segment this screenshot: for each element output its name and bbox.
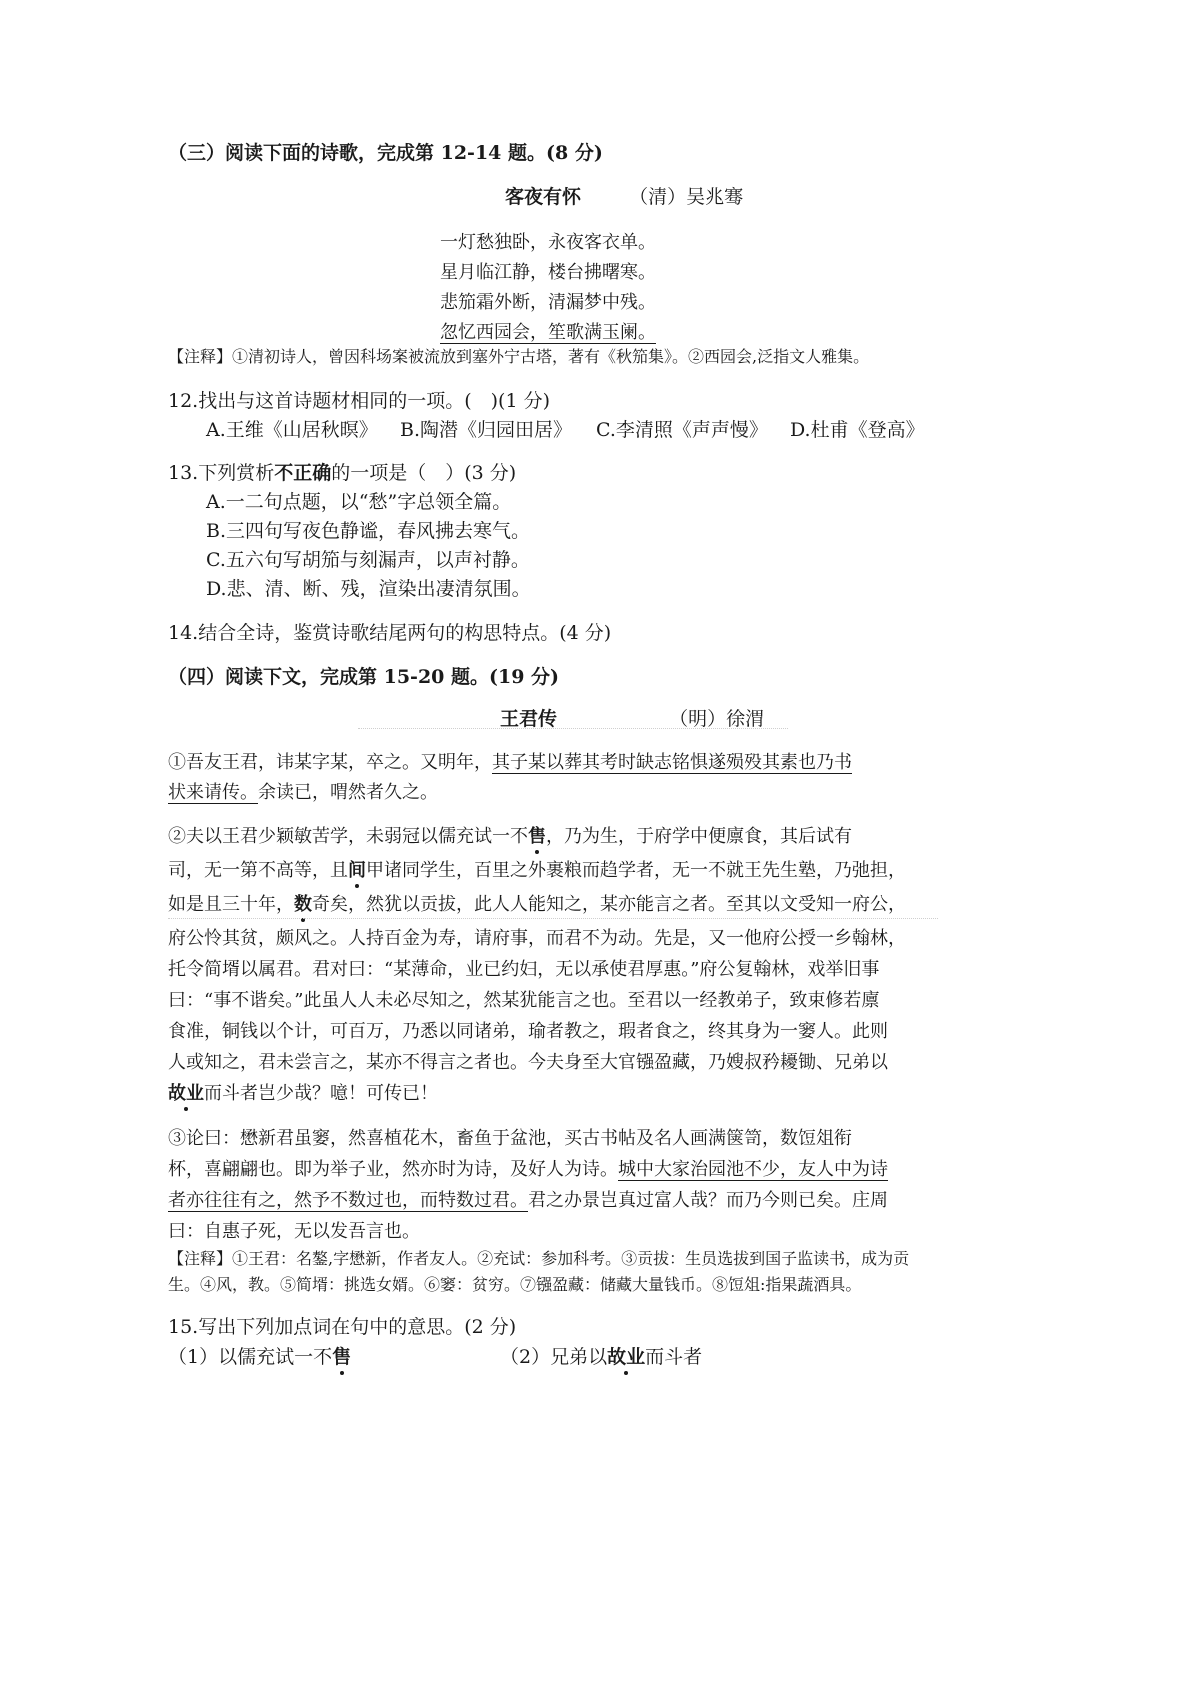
poem-author: （清）吴兆骞 [629, 186, 744, 208]
p1-line-1-underlined: 其子某以葬其考时缺志铭惧遂殒殁其素也乃书 [492, 752, 852, 773]
p2-dotted-word-3: 数 [294, 894, 312, 915]
p3-line-1: ③论曰：懋新君虽窭，然喜植花木，畜鱼于盆池，买古书帖及名人画满箧笥，数饾俎衔 [168, 1128, 852, 1149]
p3-line-2-a: 杯，喜翩翩也。即为举子业，然亦时为诗，及好人为诗。 [168, 1159, 618, 1180]
p2-line-2 [168, 856, 906, 882]
section4-header: （四）阅读下文，完成第 15-20 题。(19 分) [168, 666, 560, 688]
poem-note: 【注释】①清初诗人，曾因科场案被流放到塞外宁古塔，著有《秋笳集》。②西园会,泛指文人雅集。 [168, 347, 870, 366]
p2-line-9-b: 而斗者岂少哉？噫！可传已！ [204, 1083, 438, 1104]
q13-stem-pre: 13.下列赏析 [168, 462, 275, 484]
q12-option-c: C.李清照《声声慢》 [596, 419, 768, 441]
q12-option-a: A.王维《山居秋暝》 [206, 419, 378, 441]
q15-item-2-text: （2）兄弟以 [500, 1346, 608, 1368]
q13-stem-bold: 不正确 [274, 462, 332, 484]
q12-option-d: D.杜甫《登高》 [790, 419, 925, 441]
p2-line-1-b: ，乃为生，于府学中便廪食，其后试有 [546, 826, 852, 847]
q12-option-b: B.陶潜《归园田居》 [400, 419, 573, 441]
p3-line-3-b: 君之办景岂真过富人哉？而乃今则已矣。庄周 [528, 1190, 888, 1211]
poem-title: 客夜有怀 [505, 186, 582, 208]
p2-dotted-word-4: 故业 [168, 1083, 204, 1104]
p1-line-2-b: 余读已，喟然者久之。 [258, 782, 438, 803]
p1-line-2 [168, 778, 438, 804]
p3-line-2-underlined: 城中大家治园池不少，友人中为诗 [618, 1159, 888, 1180]
prose-title: 王君传 [500, 708, 558, 730]
p1-line-1 [168, 748, 852, 774]
p2-dotted-rule [168, 918, 938, 919]
prose-note-line-1: 【注释】①王君：名鏊,字懋新，作者友人。②充试：参加科考。③贡拔：生员选拔到国子监读书，成为贡 [168, 1249, 910, 1268]
p2-dotted-word-1: 售 [528, 826, 546, 847]
p1-line-1-a: ①吾友王君，讳某字某，卒之。又明年， [168, 752, 492, 773]
prose-title-line [500, 704, 764, 731]
q15-item-1-dotted: 售 [332, 1346, 352, 1368]
p3-line-4: 曰：自惠子死，无以发吾言也。 [168, 1221, 420, 1242]
p3-line-3-underlined: 者亦往往有之，然予不数过也，而特数过君。 [168, 1190, 528, 1211]
q15-stem: 15.写出下列加点词在句中的意思。(2 分) [168, 1316, 517, 1338]
q13-stem-post: 的一项是（ ）(3 分) [331, 462, 517, 484]
p2-line-5: 托令简壻以属君。君对曰：“某薄命，业已约妇，无以承使君厚惠。”府公复翰林，戏举旧事 [168, 959, 880, 980]
p2-line-3-a: 如是且三十年， [168, 894, 294, 915]
prose-note-line-2: 生。④风，教。⑤简壻：挑选女婿。⑥窭：贫穷。⑦镪盈藏：储藏大量钱币。⑧饾俎:指果蔬酒具。 [168, 1275, 862, 1294]
q14-stem: 14.结合全诗，鉴赏诗歌结尾两句的构思特点。(4 分) [168, 622, 612, 644]
q13-option-d: D.悲、清、断、残，渲染出凄清氛围。 [206, 578, 531, 600]
p1-line-2-underlined: 状来请传。 [168, 782, 258, 803]
q13-option-a: A.一二句点题，以“愁”字总领全篇。 [206, 491, 512, 513]
q15-item-2-dotted: 故业 [607, 1346, 646, 1368]
p2-line-3 [168, 890, 906, 916]
p2-line-1-a: ②夫以王君少颖敏苦学，未弱冠以儒充试一不 [168, 826, 528, 847]
p2-dotted-word-2: 间 [348, 860, 366, 881]
poem-title-line [505, 182, 743, 209]
prose-author: （明）徐渭 [669, 708, 765, 730]
poem-line-3: 悲笳霜外断，清漏梦中残。 [440, 292, 656, 313]
q13-option-b: B.三四句写夜色静谧，春风拂去寒气。 [206, 520, 531, 542]
p2-line-1 [168, 822, 852, 848]
q15-item-1-text: （1）以儒充试一不 [168, 1346, 333, 1368]
title-dotted-rule [358, 728, 788, 729]
p2-line-8: 人或知之，君未尝言之，某亦不得言之者也。今夫身至大官镪盈藏，乃嫂叔矜耰锄、兄弟以 [168, 1052, 888, 1073]
p2-line-3-b: 奇矣，然犹以贡拔，此人人能知之，某亦能言之者。至其以文受知一府公， [312, 894, 906, 915]
p3-line-2 [168, 1155, 888, 1181]
p2-line-6: 曰：“事不谐矣。”此虽人人未必尽知之，然某犹能言之也。至君以一经教弟子，致束修若廪 [168, 990, 880, 1011]
p2-line-2-a: 司，无一第不高等，且 [168, 860, 348, 881]
q12-stem: 12.找出与这首诗题材相同的一项。( )(1 分) [168, 390, 550, 412]
q13-option-c: C.五六句写胡笳与刻漏声，以声衬静。 [206, 549, 530, 571]
p2-line-4: 府公怜其贫，颇风之。人持百金为寿，请府事，而君不为动。先是，又一他府公授一乡翰林， [168, 928, 906, 949]
p2-line-7: 食准，铜钱以个计，可百万，乃悉以同诸弟，瑜者教之，瑕者食之，终其身为一窭人。此则 [168, 1021, 888, 1042]
p3-line-3 [168, 1186, 888, 1212]
q13-stem [168, 458, 516, 485]
poem-line-1: 一灯愁独卧，永夜客衣单。 [440, 232, 656, 253]
q15-item-1 [168, 1342, 351, 1369]
poem-line-2: 星月临江静，楼台拂曙寒。 [440, 262, 656, 283]
p2-line-9 [168, 1079, 438, 1105]
p2-line-2-b: 甲诸同学生，百里之外裹粮而趋学者，无一不就王先生塾，乃弛担， [366, 860, 906, 881]
q15-item-2 [500, 1342, 702, 1369]
poem-line-4: 忽忆西园会，笙歌满玉阑。 [440, 322, 656, 343]
q15-item-2-post: 而斗者 [645, 1346, 703, 1368]
section3-header: （三）阅读下面的诗歌，完成第 12-14 题。(8 分) [168, 142, 603, 164]
